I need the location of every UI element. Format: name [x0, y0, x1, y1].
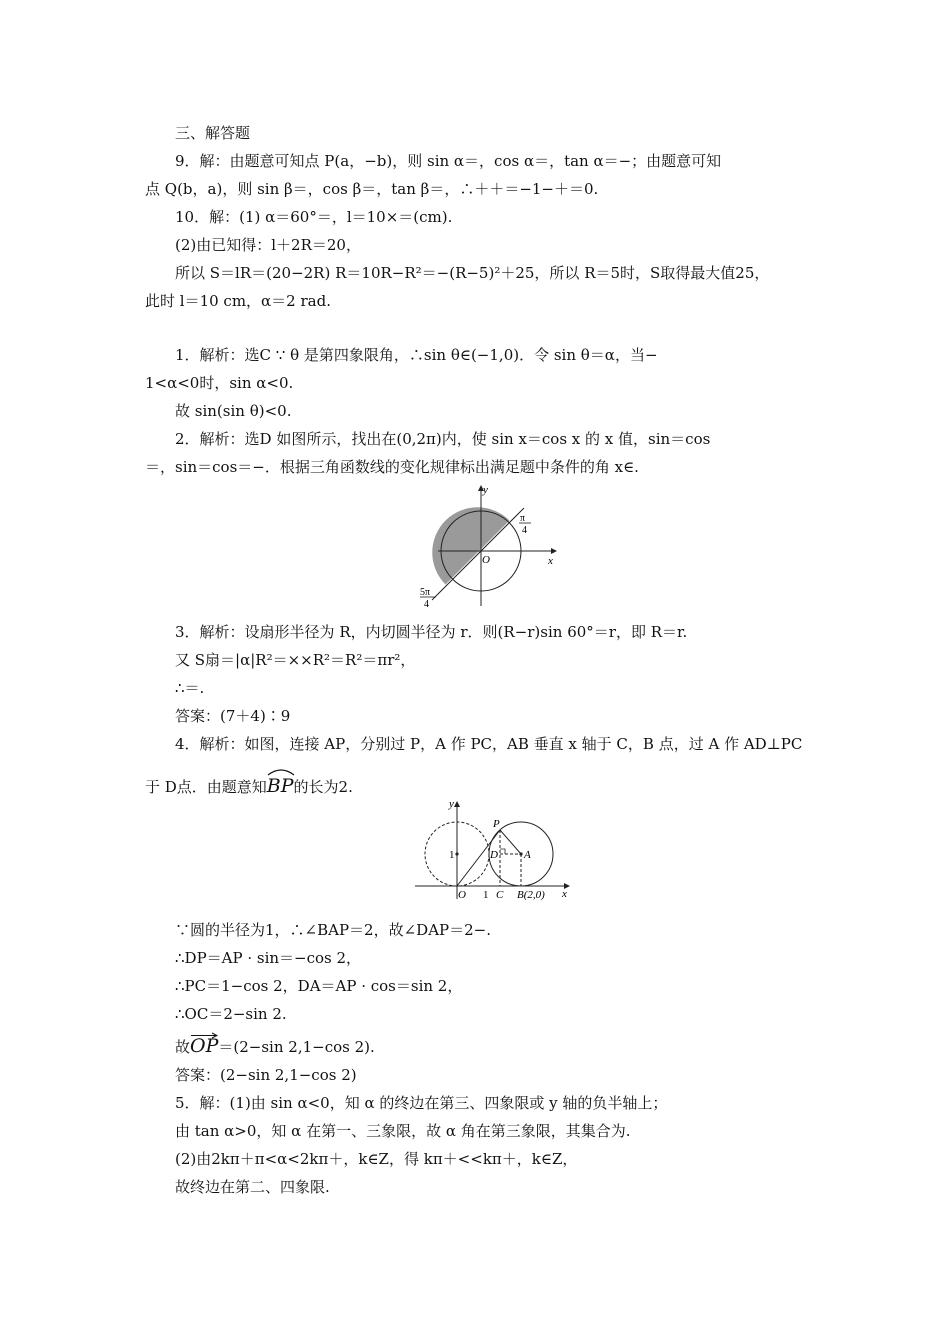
vector-arrow: [190, 1032, 218, 1039]
solution-line: 1<α<0时，sin α<0.: [145, 374, 294, 392]
solution-line: [175, 1036, 375, 1057]
line-text: ＝(2−sin 2,1−cos 2).: [218, 1038, 375, 1056]
solution-line: 10．解：(1) α＝60°＝，l＝10×＝(cm).: [175, 208, 453, 226]
y-axis-label: y: [483, 484, 488, 496]
solution-line: 3．解析：设扇形半径为 R，内切圆半径为 r．则(R−r)sin 60°＝r，即 R＝r.: [175, 623, 688, 641]
solution-line: ∴＝.: [175, 679, 205, 697]
point-b-label: B(2,0): [517, 889, 545, 901]
answer-line: 答案：(2−sin 2,1−cos 2): [175, 1066, 357, 1084]
point-a: [519, 852, 522, 855]
origin-label: O: [482, 554, 490, 566]
line-text: 故: [175, 1038, 191, 1056]
section-heading: 三、解答题: [175, 124, 251, 142]
solution-line: 点 Q(b，a)，则 sin β＝，cos β＝，tan β＝，∴＋＋＝−1−＋＝0.: [145, 180, 599, 198]
line-text: 于 D点．由题意知: [145, 778, 267, 796]
denominator-label: 4: [522, 525, 527, 536]
solution-line: 又 S扇＝|α|R²＝××R²＝R²＝πr²，: [175, 651, 416, 669]
line-text: 的长为2.: [293, 778, 353, 796]
y-axis-label: y: [449, 798, 454, 810]
arc-label: BP: [266, 775, 294, 797]
denominator-label: 4: [424, 599, 429, 608]
solution-line: 故终边在第二、四象限.: [175, 1178, 330, 1196]
point-p-label: P: [493, 818, 500, 830]
solution-line: 所以 S＝lR＝(20−2R) R＝10R−R²＝−(R−5)²＋25，所以 R＝5时，S取得最大值25，: [175, 264, 770, 282]
solution-line: 此时 l＝10 cm，α＝2 rad.: [145, 292, 331, 310]
solution-line: ∴OC＝2−sin 2.: [175, 1005, 287, 1023]
solution-line: ＝，sin＝cos＝−．根据三角函数线的变化规律标出满足题中条件的角 x∈.: [145, 458, 639, 476]
vector-notation: [190, 1036, 218, 1056]
solution-line: 4．解析：如图，连接 AP，分别过 P，A 作 PC，AB 垂直 x 轴于 C，B 点，过 A 作 AD⊥PC: [175, 735, 803, 753]
point-d-label: D: [490, 849, 498, 861]
solution-line: ∴PC＝1−cos 2，DA＝AP · cos＝sin 2，: [175, 977, 463, 995]
arc-symbol: [267, 768, 295, 776]
vector-label: OP: [190, 1035, 219, 1057]
solution-line: 1．解析：选C ∵ θ 是第四象限角，∴sin θ∈(−1,0)．令 sin θ＝α，当−: [175, 346, 658, 364]
right-angle-mark: [500, 849, 505, 854]
pi-label: π: [520, 513, 526, 524]
y-one-label: 1: [449, 849, 455, 861]
point-center-left: [455, 852, 458, 855]
five-pi-label: 5π: [420, 587, 431, 598]
solution-line: 故 sin(sin θ)<0.: [175, 402, 292, 420]
solution-line: (2)由2kπ＋π<α<2kπ＋，k∈Z，得 kπ＋<<kπ＋，k∈Z，: [175, 1150, 578, 1168]
answer-line: 答案：(7＋4)∶9: [175, 707, 291, 725]
shaded-sector: [432, 507, 509, 584]
solution-line: 2．解析：选D 如图所示，找出在(0,2π)内，使 sin x＝cos x 的 x 值，sin＝cos: [175, 430, 711, 448]
solution-line: (2)由已知得：l＋2R＝20，: [175, 236, 361, 254]
solution-line: ∵圆的半径为1，∴∠BAP＝2，故∠DAP＝2−.: [175, 921, 492, 939]
solution-line: 5．解：(1)由 sin α<0，知 α 的终边在第三、四象限或 y 轴的负半轴上；: [175, 1094, 668, 1112]
segment-ap: [500, 830, 521, 854]
x-axis-label: x: [548, 555, 553, 567]
point-c-label: C: [496, 889, 504, 901]
circle-diagram-figure: [413, 797, 573, 902]
arc-notation: [267, 773, 294, 796]
solution-line: 9．解：由题意可知点 P(a，−b)，则 sin α＝，cos α＝，tan α＝−；由题意可知: [175, 152, 722, 170]
unit-circle-figure: [418, 483, 560, 608]
x-one-label: 1: [483, 889, 489, 901]
solution-line: 由 tan α>0，知 α 在第一、三象限，故 α 角在第三象限，其集合为.: [175, 1122, 631, 1140]
point-a-label: A: [524, 849, 531, 861]
origin-label: O: [458, 889, 466, 901]
x-axis-label: x: [562, 888, 567, 900]
solution-line: ∴DP＝AP · sin＝−cos 2，: [175, 949, 362, 967]
solution-line: [145, 773, 353, 797]
